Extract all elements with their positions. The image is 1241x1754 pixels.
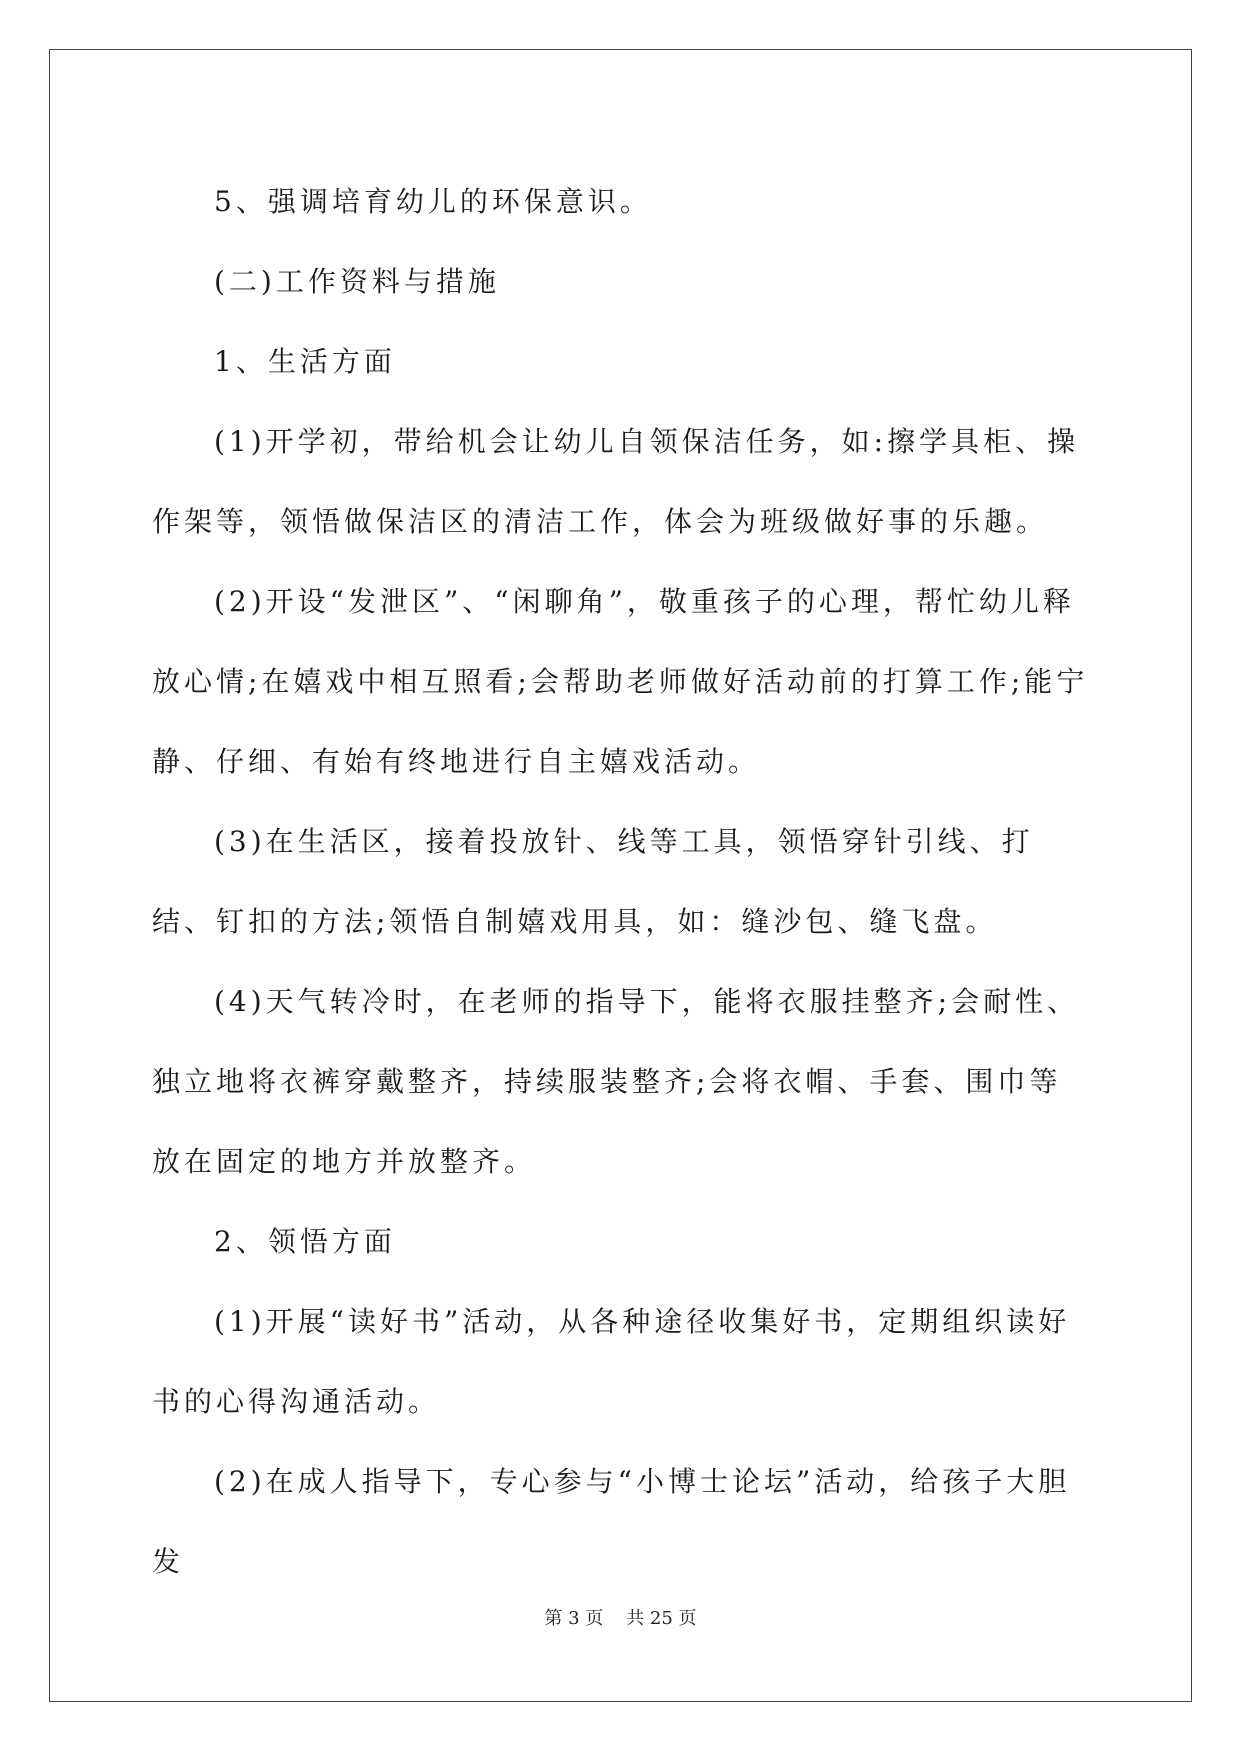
subsection-heading: 1、生活方面 <box>214 345 396 378</box>
paragraph: (4)天气转冷时，在老师的指导下，能将衣服挂整齐;会耐性、独立地将衣裤穿戴整齐，持续服装整齐;会将衣帽、手套、围巾等放在固定的地方并放整齐。 <box>152 985 1080 1178</box>
paragraph: (1)开展“读好书”活动，从各种途径收集好书，定期组织读好书的心得沟通活动。 <box>152 1305 1071 1418</box>
paragraph: (2)开设“发泄区”、“闲聊角”，敬重孩子的心理，帮忙幼儿释放心情;在嬉戏中相互照看;会帮助老师做好活动前的打算工作;能宁静、仔细、有始有终地进行自主嬉戏活动。 <box>152 585 1089 778</box>
paragraph: (2)在成人指导下，专心参与“小博士论坛”活动，给孩子大胆发 <box>152 1465 1071 1578</box>
paragraph: 5、强调培育幼儿的环保意识。 <box>214 185 652 218</box>
subsection-heading: 2、领悟方面 <box>214 1225 396 1258</box>
page-number-label: 第 3 页 共 25 页 <box>544 1608 697 1629</box>
document-body <box>152 162 1092 1602</box>
paragraph: (3)在生活区，接着投放针、线等工具，领悟穿针引线、打结、钉扣的方法;领悟自制嬉戏用具，如：缝沙包、缝飞盘。 <box>152 825 1034 938</box>
section-heading: (二)工作资料与措施 <box>214 265 500 298</box>
page-footer <box>0 1604 1241 1630</box>
paragraph: (1)开学初，带给机会让幼儿自领保洁任务，如:擦学具柜、操作架等，领悟做保洁区的清洁工作，体会为班级做好事的乐趣。 <box>152 425 1080 538</box>
